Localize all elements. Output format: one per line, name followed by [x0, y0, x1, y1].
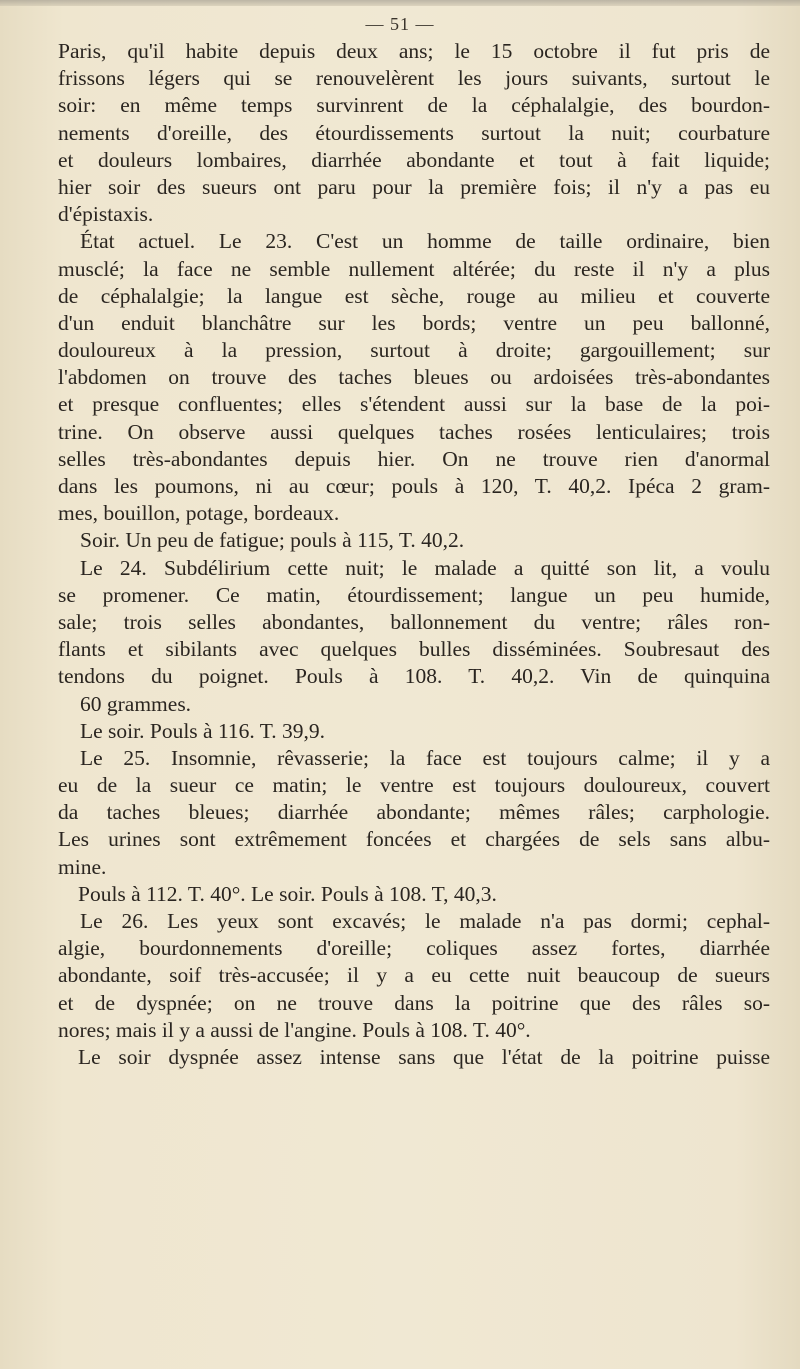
text-line: et douleurs lombaires, diarrhée abondante et tout à fait liquide; [58, 147, 770, 172]
text-line: soir: en même temps survinrent de la céphalalgie, des bourdon- [58, 93, 770, 118]
text-line: Paris, qu'il habite depuis deux ans; le 15 octobre il fut pris de [58, 39, 770, 63]
text-line: et presque confluentes; elles s'étendent aussi sur la base de la poi- [58, 392, 770, 417]
text-line: État actuel. Le 23. C'est un homme de taille ordinaire, bien [80, 229, 770, 254]
text-line: trine. On observe aussi quelques taches rosées lenticulaires; trois [58, 419, 770, 444]
body-text [58, 38, 770, 1071]
text-line: flants et sibilants avec quelques bulles disséminées. Soubresaut des [58, 637, 770, 662]
text-line: et de dyspnée; on ne trouve dans la poitrine que des râles so- [58, 990, 770, 1015]
text-line: se promener. Ce matin, étourdissement; langue un peu humide, [58, 582, 770, 607]
text-line: mes, bouillon, potage, bordeaux. [58, 501, 340, 526]
text-line: Pouls à 112. T. 40°. Le soir. Pouls à 108. T, 40,3. [78, 881, 497, 906]
page-top-edge [0, 0, 800, 6]
text-line: da taches bleues; diarrhée abondante; mêmes râles; carphologie. [58, 800, 770, 825]
text-line: de céphalalgie; la langue est sèche, rouge au milieu et couverte [58, 283, 770, 308]
text-line: Les urines sont extrêmement foncées et chargées de sels sans albu- [58, 827, 770, 852]
text-line: dans les poumons, ni au cœur; pouls à 120, T. 40,2. Ipéca 2 gram- [58, 474, 770, 498]
text-line: algie, bourdonnements d'oreille; coliques assez fortes, diarrhée [58, 936, 770, 961]
text-line: nores; mais il y a aussi de l'angine. Pouls à 108. T. 40°. [58, 1017, 531, 1042]
text-line: tendons du poignet. Pouls à 108. T. 40,2. Vin de quinquina [58, 664, 770, 689]
text-line: selles très-abondantes depuis hier. On ne trouve rien d'anormal [58, 446, 770, 471]
text-line: Le 26. Les yeux sont excavés; le malade n'a pas dormi; cephal- [80, 909, 770, 933]
text-line: Le 24. Subdélirium cette nuit; le malade a quitté son lit, a voulu [80, 555, 770, 580]
text-line: sale; trois selles abondantes, ballonnement du ventre; râles ron- [58, 609, 770, 634]
text-line: Le soir dyspnée assez intense sans que l'état de la poitrine puisse [78, 1044, 770, 1069]
text-line: eu de la sueur ce matin; le ventre est toujours douloureux, couvert [58, 773, 770, 798]
text-line: d'un enduit blanchâtre sur les bords; ventre un peu ballonné, [58, 310, 770, 335]
text-line: abondante, soif très-accusée; il y a eu cette nuit beaucoup de sueurs [58, 963, 770, 988]
text-line: mine. [58, 854, 107, 879]
text-line: frissons légers qui se renouvelèrent les jours suivants, surtout le [58, 66, 770, 91]
text-line: d'épistaxis. [58, 202, 154, 227]
text-line: 60 grammes. [80, 691, 192, 716]
text-line: l'abdomen on trouve des taches bleues ou ardoisées très-abondantes [58, 365, 770, 390]
page-number: — 51 — [365, 14, 435, 34]
text-line: hier soir des sueurs ont paru pour la première fois; il n'y a pas eu [58, 174, 770, 199]
text-line: Le 25. Insomnie, rêvasserie; la face est toujours calme; il y a [80, 745, 770, 770]
text-line: Le soir. Pouls à 116. T. 39,9. [80, 718, 326, 743]
text-line: musclé; la face ne semble nullement altérée; du reste il n'y a plus [58, 256, 770, 281]
text-line: douloureux à la pression, surtout à droite; gargouillement; sur [58, 338, 770, 363]
text-line: nements d'oreille, des étourdissements surtout la nuit; courbature [58, 120, 770, 145]
text-line: Soir. Un peu de fatigue; pouls à 115, T. 40,2. [80, 528, 465, 553]
